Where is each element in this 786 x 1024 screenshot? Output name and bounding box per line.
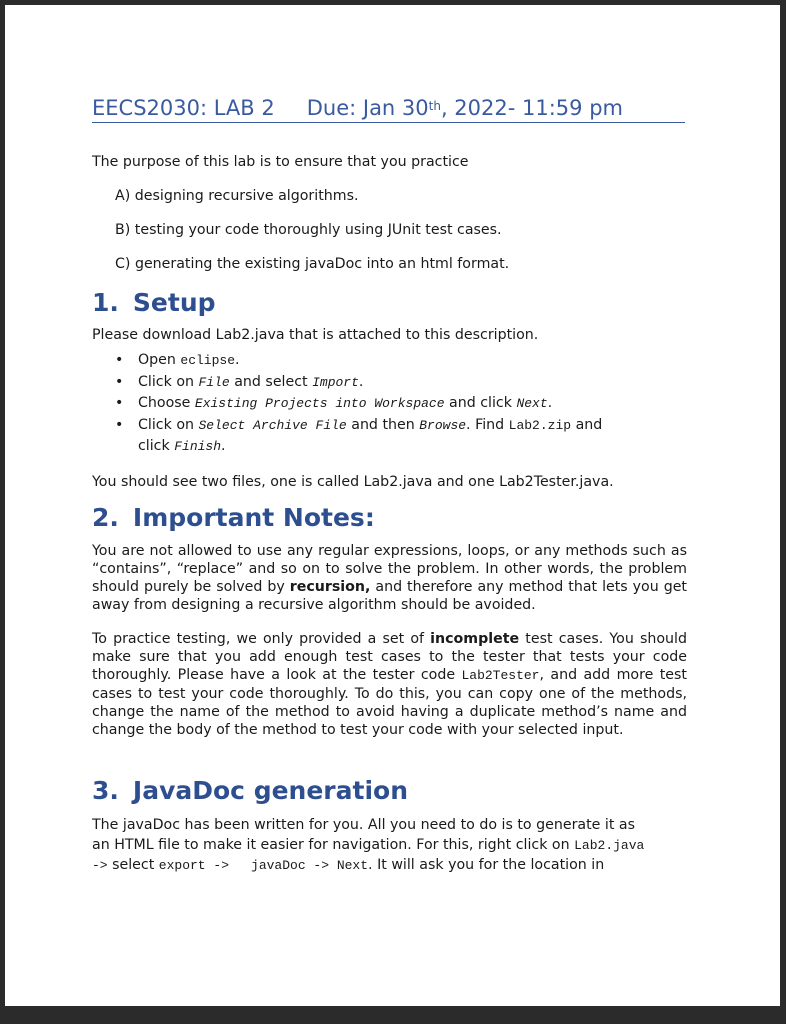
heading-important-notes: 2. Important Notes: — [92, 503, 375, 532]
heading-javadoc: 3. JavaDoc generation — [92, 776, 408, 805]
notes-paragraph-2: To practice testing, we only provided a set of incomplete test cases. You should make sure that you add enough test cases to the tester that tests your code thoroughly. Please have a look at the tester code Lab2Tester, and add more test cases to test your code thoroughly. To do this, you can copy one of the methods, change the name of the method to avoid having a duplicate method’s name and change the body of the method to test your code with your selected input. — [92, 631, 688, 738]
intro-item-b: B) testing your code thoroughly using JUnit test cases. — [115, 222, 502, 238]
due-date: Due: Jan 30th, 2022- 11:59 pm — [306, 96, 623, 120]
setup-text: Please download Lab2.java that is attached to this description. — [92, 327, 539, 343]
lab-title — [92, 94, 685, 123]
javadoc-line-1: The javaDoc has been written for you. All you need to do is to generate it as — [92, 817, 635, 833]
javadoc-line-2: an HTML file to make it easier for navigation. For this, right click on Lab2.java — [92, 837, 645, 853]
setup-after-text: You should see two files, one is called Lab2.java and one Lab2Tester.java. — [92, 474, 614, 490]
setup-steps — [115, 350, 685, 458]
notes-paragraph-1: You are not allowed to use any regular expressions, loops, or any methods such as “contains”, “replace” and so on to solve the problem. In other words, the problem should purely be solved by recursion, and therefore any method that lets you get away from designing a recursive algorithm should be avoided. — [92, 543, 687, 613]
intro-item-c: C) generating the existing javaDoc into an html format. — [115, 256, 510, 272]
heading-setup: 1. Setup — [92, 288, 216, 317]
javadoc-line-3: -> select export -> javaDoc -> Next. It will ask you for the location in — [92, 857, 605, 873]
setup-step-4: • Click on Select Archive File and then Browse. Find Lab2.zip and click Finish. — [115, 416, 603, 454]
setup-step-1: • Open eclipse. — [115, 352, 240, 368]
course-code: EECS2030: LAB 2 — [92, 96, 275, 120]
intro-text: The purpose of this lab is to ensure that you practice — [92, 154, 469, 170]
setup-step-2: • Click on File and select Import. — [115, 373, 364, 390]
intro-item-a: A) designing recursive algorithms. — [115, 188, 359, 204]
setup-step-3: • Choose Existing Projects into Workspace and click Next. — [115, 395, 553, 411]
